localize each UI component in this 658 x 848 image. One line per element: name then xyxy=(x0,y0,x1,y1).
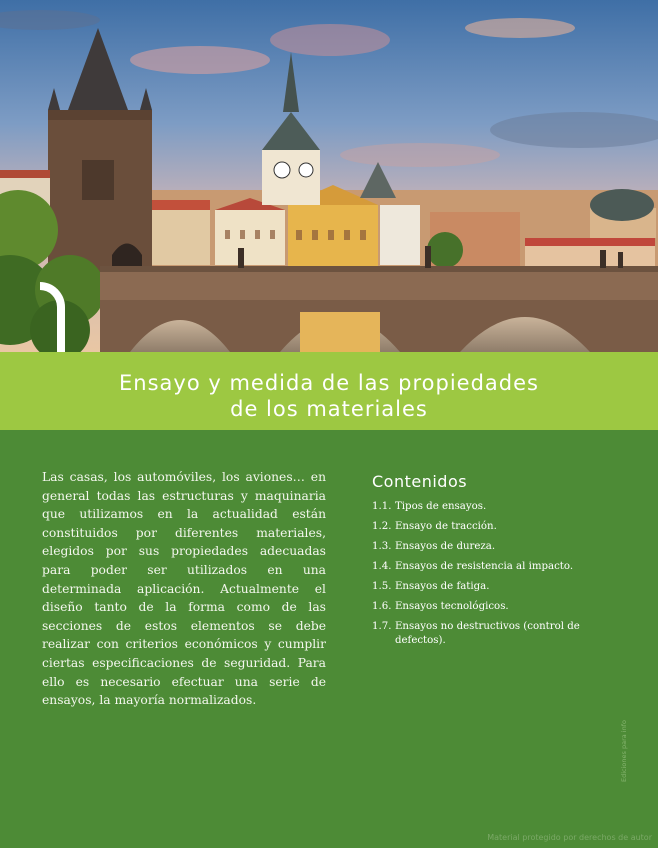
contents-item-number: 1.7. xyxy=(372,621,392,632)
chapter-title-band xyxy=(0,352,658,430)
contents-item-text: Ensayos de resistencia al impacto. xyxy=(395,561,574,572)
contents-item-number: 1.1. xyxy=(372,501,392,512)
contents-item xyxy=(372,540,622,554)
contents-item xyxy=(372,600,622,614)
content-area xyxy=(0,430,658,848)
copyright-footer: Material protegido por derechos de autor xyxy=(487,833,652,842)
contents-list-panel xyxy=(372,472,622,654)
contents-item-text: Ensayos de dureza. xyxy=(395,541,496,552)
contents-item-number: 1.4. xyxy=(372,561,392,572)
contents-item-text: Ensayo de tracción. xyxy=(395,521,497,532)
contents-item-number: 1.3. xyxy=(372,541,392,552)
intro-paragraph: Las casas, los automóviles, los aviones… en general todas las estructuras y maquinaria que utilizamos en la actualidad están constituidos por diferentes materiales, elegidos por sus propiedades adecuadas para poder ser utilizados en una determinada aplicación. Actualmente el diseño tanto de la forma como de las secciones de estos elementos se debe realizar con criterios económicos y cumplir ciertas especificaciones de seguridad. Para ello es necesario efectuar una serie de ensayos, la mayoría normalizados. xyxy=(42,470,326,708)
contents-item-text: Tipos de ensayos. xyxy=(395,501,487,512)
contents-item-text: Ensayos de fatiga. xyxy=(395,581,490,592)
chapter-title-line-1: Ensayo y medida de las propiedades xyxy=(119,371,539,395)
contents-item-text: Ensayos no destructivos (control de defectos). xyxy=(395,621,580,646)
contents-item-number: 1.2. xyxy=(372,521,392,532)
hero-photo-prague-bridge xyxy=(0,0,658,352)
side-credit-note: Ediciones para info xyxy=(620,720,628,782)
contents-item-number: 1.6. xyxy=(372,601,392,612)
contents-item xyxy=(372,500,622,514)
contents-heading: Contenidos xyxy=(372,472,468,491)
contents-list xyxy=(372,500,622,647)
contents-item xyxy=(372,560,622,574)
chapter-title-line-2: de los materiales xyxy=(230,397,428,421)
contents-item-text: Ensayos tecnológicos. xyxy=(395,601,509,612)
contents-item xyxy=(372,520,622,534)
contents-item xyxy=(372,620,622,647)
contents-item xyxy=(372,580,622,594)
contents-item-number: 1.5. xyxy=(372,581,392,592)
chapter-title xyxy=(0,352,658,422)
